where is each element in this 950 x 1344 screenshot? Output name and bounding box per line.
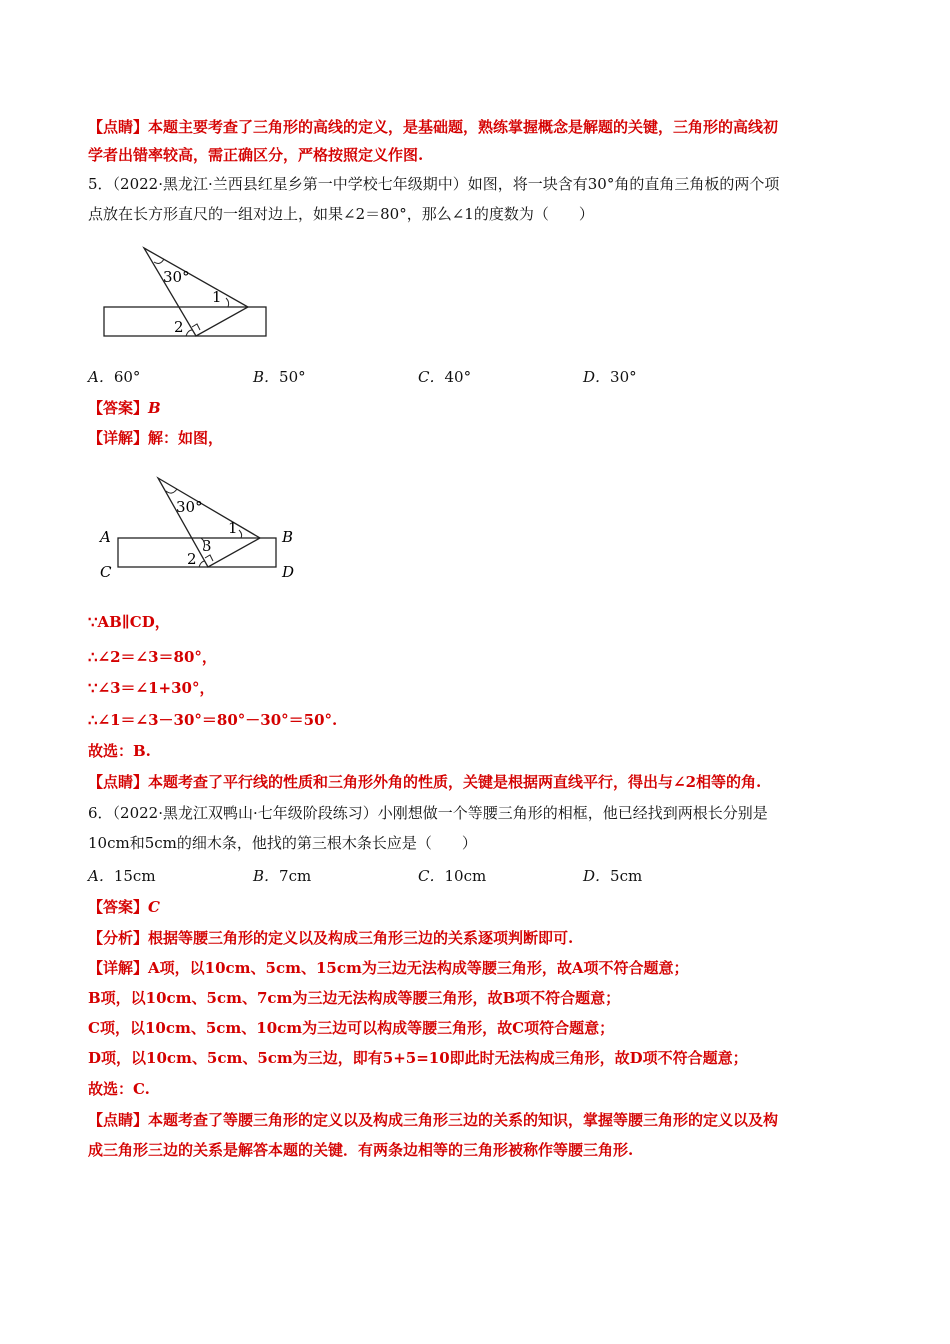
- triangle-plate: [144, 248, 248, 336]
- q6-stem-line-2: 10cm和5cm的细木条，他找的第三根木条长应是（ ）: [88, 834, 477, 852]
- q5-option-b[interactable]: B．50°: [253, 368, 306, 386]
- fig2-label-D: D: [282, 563, 295, 581]
- q6-detail-2: B项，以10cm、5cm、7cm为三边无法构成等腰三角形，故B项不符合题意；: [88, 989, 621, 1007]
- q6-detail-5: 故选：C.: [88, 1080, 150, 1098]
- q6-note-line-2: 成三角形三边的关系是解答本题的关键．有两条边相等的三角形被称作等腰三角形.: [88, 1141, 634, 1159]
- q6-note-line-1: 【点睛】本题考查了等腰三角形的定义以及构成三角形三边的关系的知识，掌握等腰三角形的定义以及构: [88, 1111, 779, 1129]
- q5-step-2: ∴∠2＝∠3＝80°，: [88, 648, 217, 666]
- q5-note: 【点睛】本题考查了平行线的性质和三角形外角的性质，关键是根据两直线平行，得出与∠2相等的角.: [88, 773, 762, 791]
- q5-step-1: ∵AB∥CD，: [88, 613, 170, 631]
- q5-answer: 【答案】B: [88, 399, 161, 417]
- fig2-label-A: A: [100, 528, 111, 546]
- q5-detail-intro: 【详解】解：如图，: [88, 429, 224, 447]
- q5-stem-line-2: 点放在长方形直尺的一组对边上，如果∠2＝80°，那么∠1的度数为（ ）: [88, 205, 594, 223]
- q5-option-d[interactable]: D．30°: [583, 368, 637, 386]
- fig-label-30: 30°: [163, 268, 190, 286]
- q5-option-c[interactable]: C．40°: [418, 368, 472, 386]
- q5-step-4: ∴∠1＝∠3－30°＝80°－30°＝50°.: [88, 711, 338, 729]
- q5-step-5: 故选：B.: [88, 742, 151, 760]
- q6-detail-3: C项，以10cm、5cm、10cm为三边可以构成等腰三角形，故C项符合题意；: [88, 1019, 615, 1037]
- note-line-2: 学者出错率较高，需正确区分，严格按照定义作图.: [88, 146, 424, 164]
- fig2-label-2: 2: [187, 550, 197, 568]
- fig2-label-30: 30°: [176, 498, 203, 516]
- fig-label-1: 1: [212, 288, 222, 306]
- q6-analysis: 【分析】根据等腰三角形的定义以及构成三角形三边的关系逐项判断即可.: [88, 929, 574, 947]
- q5-step-3: ∵∠3＝∠1+30°，: [88, 679, 215, 697]
- note-line-1: 【点睛】本题主要考查了三角形的高线的定义，是基础题，熟练掌握概念是解题的关键，三角形的高线初: [88, 118, 779, 136]
- fig-label-2: 2: [174, 318, 184, 336]
- fig2-label-C: C: [100, 563, 112, 581]
- fig2-label-1: 1: [228, 519, 238, 537]
- q5-option-a[interactable]: A．60°: [88, 368, 141, 386]
- q6-option-c[interactable]: C．10cm: [418, 867, 487, 885]
- q5-figure-ruler-triangle: [100, 240, 270, 340]
- q5-stem-line-1: 5．（2022·黑龙江·兰西县红星乡第一中学校七年级期中）如图，将一块含有30°角的直角三角板的两个项: [88, 175, 780, 193]
- fig2-label-B: B: [282, 528, 294, 546]
- q6-option-b[interactable]: B．7cm: [253, 867, 312, 885]
- q6-answer: 【答案】C: [88, 898, 160, 916]
- q6-detail-1: 【详解】A项，以10cm、5cm、15cm为三边无法构成等腰三角形，故A项不符合题意；: [88, 959, 689, 977]
- q6-detail-4: D项，以10cm、5cm、5cm为三边，即有5+5=10即此时无法构成三角形，故D项不符合题意；: [88, 1049, 748, 1067]
- q6-option-a[interactable]: A．15cm: [88, 867, 156, 885]
- q5-detail-figure: [98, 474, 303, 584]
- q6-stem-line-1: 6．（2022·黑龙江双鸭山·七年级阶段练习）小刚想做一个等腰三角形的相框，他已经找到两根长分别是: [88, 804, 768, 822]
- fig2-label-3: 3: [202, 537, 212, 555]
- q6-option-d[interactable]: D．5cm: [583, 867, 643, 885]
- ruler-rect: [104, 307, 266, 336]
